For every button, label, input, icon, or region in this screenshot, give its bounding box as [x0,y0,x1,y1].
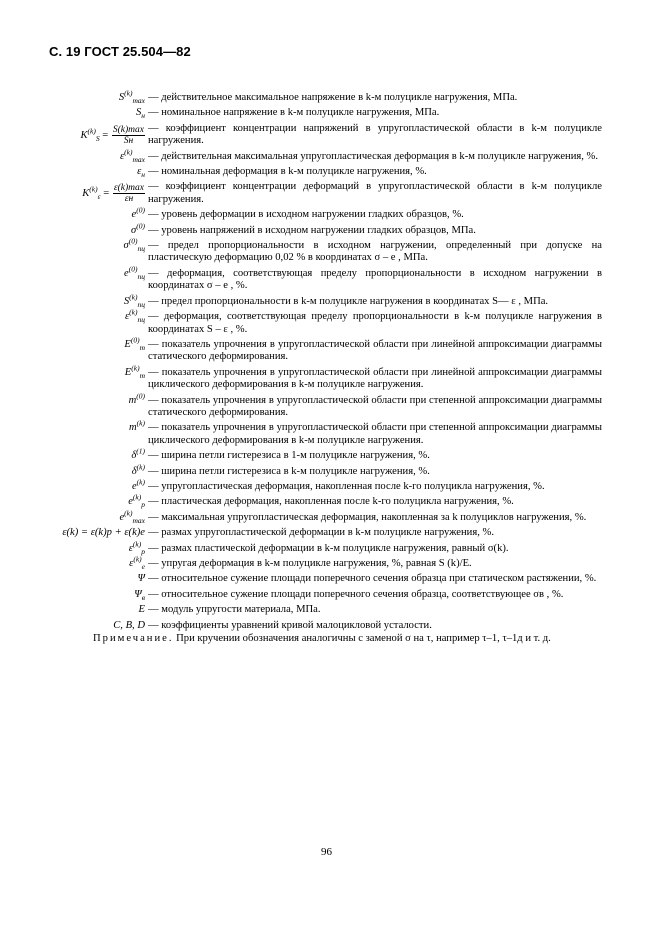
definition-description: — упругая деформация в k-м полуцикле нагружения, %, равная S (k)/E. [148,558,472,569]
definition-description: — показатель упрочнения в упругопластической области при степенной аппроксимации диаграммы циклического деформирования в k-м полуцикле нагружения. [148,422,602,446]
definition-row [60,147,602,164]
symbol-superscript: (k) [124,147,133,157]
fraction-denominator: εн [124,194,134,205]
symbol-base: δ [131,465,137,477]
symbol-base: e [131,480,137,492]
symbol-subscript: e [141,562,145,572]
definition-row [60,508,602,525]
definition-symbol [60,205,148,221]
definition-symbol [60,573,148,585]
symbol-base: K [82,188,90,200]
definition-row [60,166,602,178]
definition-row [60,236,602,265]
symbol-subscript: т [139,370,145,380]
definition-row [60,123,602,148]
definition-description: — деформация, соответствующая пределу пропорциональности в k-м полуцикле нагружения в координатах S – ε , %. [148,311,602,335]
definition-symbol [60,604,148,616]
definition-row [60,363,602,392]
symbol-superscript: (1) [136,446,145,456]
definition-row [60,181,602,206]
symbol-base: ε [119,150,125,162]
symbol-subscript: S [95,133,100,143]
symbol-superscript: (k) [87,126,96,136]
symbol-superscript: (k) [124,88,133,98]
symbol-superscript: (0) [136,391,145,400]
definition-row [60,604,602,616]
definition-row [60,292,602,309]
definition-row [60,554,602,572]
definition-symbol [60,589,148,601]
definition-symbol [60,539,148,556]
symbol-base: ε [129,558,134,569]
definition-row [60,88,602,106]
definition-row [60,477,602,493]
symbol-subscript: max [132,154,145,164]
definition-description: — максимальная упругопластическая деформация, накопленная за k полуциклов нагружения, %. [148,511,587,523]
definition-row [60,492,602,510]
symbol-base: E [124,366,132,378]
definition-row [60,205,602,221]
symbol-fraction [112,125,145,146]
symbol-base: Ψ [134,588,142,600]
note-text: При кручении обозначения аналогичны с заменой σ на τ, например τ–1, τ–1д и т. д. [173,633,551,644]
definition-symbol [60,335,148,353]
symbol-base: E [124,338,131,350]
symbol-superscript: (k) [136,418,145,428]
definition-symbol [60,307,148,325]
symbol-subscript: н [141,111,145,121]
definition-description: — относительное сужение площади поперечного сечения образца, соответствующее σв , %. [148,588,564,600]
definition-description: — размах пластической деформации в k-м полуцикле нагружения, равный σ(k). [148,542,509,554]
symbol-base: K [80,129,88,141]
symbol-base: E [138,604,145,616]
symbol-base: ε(k) = ε(k)p + ε(k)e [62,527,145,539]
symbol-base: e [119,511,125,523]
symbol-base: S [118,92,125,103]
definition-row [60,446,602,462]
symbol-subscript: пц [137,244,145,254]
definition-row [60,307,602,336]
definitions-list [60,88,602,635]
definition-symbol [60,391,148,407]
symbol-base: e [124,267,129,279]
definition-symbol [60,221,148,237]
symbol-base: C, B, D [113,619,145,631]
definition-symbol [60,147,148,164]
definition-row [60,620,602,632]
symbol-base: e [131,209,137,221]
definition-symbol [60,363,148,380]
definition-row [60,527,602,539]
symbol-superscript: (k) [129,307,138,317]
symbol-base: Ψ [137,573,145,585]
definition-description: — номинальная деформация в k-м полуцикле нагружения, %. [148,166,427,178]
symbol-base: S [135,107,142,119]
symbol-superscript: (0) [128,236,138,246]
symbol-superscript: (0) [136,221,145,231]
note-paragraph [93,633,608,645]
definition-row [60,418,602,447]
symbol-subscript: н [141,170,145,180]
definition-description: — номинальное напряжение в k-м полуцикле нагружения, МПа. [148,107,440,119]
definition-symbol [60,477,148,493]
definition-description: — коэффициент концентрации напряжений в упругопластической области в k-м полуцикле нагружения. [148,122,602,147]
symbol-superscript: (k) [124,508,133,518]
definition-symbol [60,292,148,309]
definition-symbol [60,88,148,106]
symbol-superscript: (k) [136,477,145,487]
symbol-subscript: ε [97,192,101,202]
symbol-base: σ [123,240,129,252]
symbol-subscript: max [132,515,145,525]
equals-sign: = [100,188,112,200]
definition-row [60,264,602,293]
symbol-base: σ [131,224,137,236]
symbol-base: m [128,394,137,406]
page-header: С. 19 ГОСТ 25.504—82 [49,44,191,59]
symbol-subscript: пц [137,299,145,309]
symbol-superscript: (k) [89,184,98,194]
definition-description: — предел пропорциональности в исходном нагружении, определенный при допуске на пластическую деформацию 0,02 % в координатах σ – e , МПа. [148,240,602,264]
symbol-base: e [128,496,133,508]
definition-symbol [60,462,148,478]
definition-description: — действительная максимальная упругопластическая деформация в k-м полуцикле нагружения, %. [148,150,599,162]
definition-description: — размах упругопластической деформации в k-м полуцикле нагружения, %. [148,527,494,539]
symbol-superscript: (0) [128,264,138,274]
symbol-base: S [123,295,130,307]
definition-description: — модуль упругости материала, МПа. [148,604,321,616]
definition-row [60,462,602,478]
definition-symbol [60,527,148,539]
definition-description: — коэффициент концентрации деформаций в упругопластической области в k-м полуцикле нагружения. [148,181,602,205]
definition-symbol [60,236,148,254]
definition-description: — уровень напряжений в исходном нагружении гладких образцов, МПа. [148,224,476,236]
symbol-superscript: (k) [132,492,142,502]
note-label: Примечание. [93,633,174,644]
symbol-superscript: (k) [136,462,145,472]
definition-symbol [60,508,148,525]
definition-symbol [60,166,148,178]
definition-row [60,107,602,119]
definition-description: — показатель упрочнения в упругопластической области при степенной аппроксимации диаграммы статического деформирования. [148,394,602,418]
symbol-superscript: (k) [129,292,138,302]
symbol-subscript: p [141,546,145,556]
symbol-subscript: пц [137,315,145,325]
definition-description: — показатель упрочнения в упругопластической области при линейной аппроксимации диаграммы циклического деформирования в k-м полуцикле нагружения. [148,366,602,391]
symbol-subscript: p [141,500,145,510]
definition-row [60,539,602,556]
definition-symbol [60,264,148,281]
page-number: 96 [321,846,332,858]
definition-description: — ширина петли гистерезиса в 1-м полуцикле нагружения, %. [148,450,430,462]
fraction-numerator: S(k)max [112,124,144,135]
definition-description: — уровень деформации в исходном нагружении гладких образцов, %. [148,209,464,221]
definition-symbol [60,492,148,510]
symbol-superscript: (k) [132,539,142,549]
definition-description: — упругопластическая деформация, накопленная после k-го полуцикла нагружения, %. [148,480,545,492]
definition-symbol [60,620,148,632]
definition-row [60,589,602,601]
definition-description: — коэффициенты уравнений кривой малоцикловой усталости. [148,619,432,631]
fraction-denominator: Sн [123,135,134,146]
definition-symbol [60,107,148,119]
definition-symbol [60,418,148,434]
fraction-numerator: ε(k)max [113,183,144,194]
definition-row [60,221,602,237]
definition-symbol [60,554,148,572]
definition-description: — предел пропорциональности в k-м полуцикле нагружения в координатах S— ε , МПа. [148,295,549,307]
symbol-superscript: (k) [133,554,142,564]
equals-sign: = [99,129,111,141]
symbol-subscript: max [132,96,145,106]
definition-description: — показатель упрочнения в упругопластической области при линейной аппроксимации диаграммы статического деформирования. [148,338,602,363]
symbol-subscript: т [139,343,145,353]
definition-row [60,335,602,364]
symbol-subscript: в [141,592,145,602]
definition-symbol [60,125,148,146]
definition-description: — пластическая деформация, накопленная после k-го полуцикла нагружения, %. [148,496,514,508]
definition-description: — действительное максимальное напряжение в k-м полуцикле нагружения, МПа. [148,92,518,103]
definition-row [60,573,602,585]
symbol-base: m [129,422,137,434]
symbol-subscript: пц [137,271,145,281]
symbol-superscript: (0) [136,205,145,215]
definition-description: — ширина петли гистерезиса в k-м полуцикле нагружения, %. [148,465,430,477]
definition-description: — относительное сужение площади поперечного сечения образца при статическом растяжении, %. [148,573,597,585]
symbol-base: ε [124,311,130,323]
definition-description: — деформация, соответствующая пределу пропорциональности в исходном нагружении в координатах σ – e , %. [148,267,602,292]
definition-symbol [60,446,148,462]
symbol-base: δ [131,450,137,462]
definition-symbol [60,183,148,204]
definition-row [60,391,602,420]
symbol-base: ε [137,166,142,178]
symbol-superscript: (k) [131,363,140,373]
symbol-fraction [113,183,145,204]
symbol-superscript: (0) [130,335,140,345]
symbol-base: ε [128,542,133,554]
